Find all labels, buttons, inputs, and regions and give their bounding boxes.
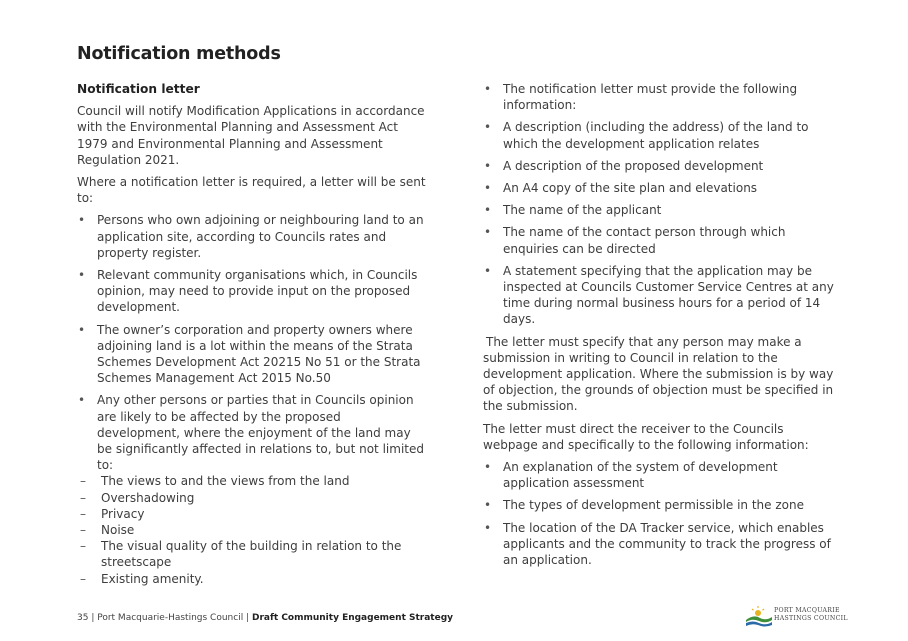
page-number: 35 bbox=[77, 613, 89, 623]
list-item: • Persons who own adjoining or neighbouring land to an application site, according to Councils rates and property register. bbox=[77, 212, 427, 261]
left-column bbox=[77, 81, 427, 593]
list-item: • A description of the proposed development bbox=[483, 158, 835, 174]
list-item: • Relevant community organisations which, in Councils opinion, may need to provide input on the proposed development. bbox=[77, 267, 427, 316]
list-item: • The name of the applicant bbox=[483, 202, 835, 218]
list-item: • A statement specifying that the application may be inspected at Councils Customer Service Centres at any time during normal business hours for a period of 14 days. bbox=[483, 263, 835, 328]
council-logo bbox=[744, 604, 848, 628]
dash-item: – The views to and the views from the land bbox=[77, 473, 427, 489]
list-item: • An explanation of the system of development application assessment bbox=[483, 459, 835, 491]
dash-item: – Privacy bbox=[77, 506, 427, 522]
dash-item: – The visual quality of the building in relation to the streetscape bbox=[77, 538, 427, 570]
list-item: • The name of the contact person through which enquiries can be directed bbox=[483, 224, 835, 256]
footer-separator: | bbox=[246, 613, 252, 623]
letter-contents-list bbox=[483, 81, 835, 328]
list-item-text: Any other persons or parties that in Councils opinion are likely to be affected by the proposed development, where the enjoyment of the land may be significantly affected in relations to, but not limited to: bbox=[97, 393, 424, 473]
dash-item: – Existing amenity. bbox=[77, 571, 427, 587]
webpage-info-list bbox=[483, 459, 835, 568]
intro-paragraph: Council will notify Modification Applications in accordance with the Environmental Planning and Assessment Act 1979 and Environmental Planning and Assessment Regulation 2021. bbox=[77, 104, 425, 167]
dash-item: – Overshadowing bbox=[77, 490, 427, 506]
recipients-list bbox=[77, 212, 427, 586]
right-column bbox=[483, 81, 835, 574]
list-item: • The types of development permissible in the zone bbox=[483, 497, 835, 513]
list-item-affected-parties bbox=[77, 392, 427, 586]
logo-line-1: PORT MACQUARIE bbox=[774, 607, 840, 614]
logo-wordmark bbox=[774, 607, 848, 622]
dash-item: – Noise bbox=[77, 522, 427, 538]
footer-separator: | bbox=[91, 613, 98, 623]
council-logo-icon bbox=[744, 604, 774, 628]
footer-doc-title: Draft Community Engagement Strategy bbox=[251, 613, 454, 623]
page-footer bbox=[77, 613, 453, 623]
list-item: • The location of the DA Tracker service, which enables applicants and the community to track the progress of an application. bbox=[483, 520, 835, 569]
section-subheading: Notification letter bbox=[77, 82, 200, 96]
submission-paragraph: The letter must specify that any person may make a submission in writing to Council in relation to the development application. Where the submission is by way of objection, the grounds of objection must be specified in the submission. bbox=[483, 334, 834, 414]
page-heading: Notification methods bbox=[77, 44, 281, 64]
affected-criteria-list bbox=[77, 473, 427, 586]
footer-org: Port Macquarie-Hastings Council bbox=[97, 613, 244, 623]
list-item: • The owner’s corporation and property owners where adjoining land is a lot within the means of the Strata Schemes Development Act 20215 No 51 or the Strata Schemes Management Act 2015 No.50 bbox=[77, 322, 427, 387]
webpage-paragraph: The letter must direct the receiver to the Councils webpage and specifically to the following information: bbox=[483, 421, 809, 452]
list-item: • The notification letter must provide the following information: bbox=[483, 81, 835, 113]
list-item: • An A4 copy of the site plan and elevations bbox=[483, 180, 835, 196]
recipients-paragraph: Where a notification letter is required, a letter will be sent to: bbox=[77, 175, 426, 206]
list-item: • A description (including the address) of the land to which the development application relates bbox=[483, 119, 835, 151]
logo-line-2: HASTINGS COUNCIL bbox=[774, 614, 848, 622]
